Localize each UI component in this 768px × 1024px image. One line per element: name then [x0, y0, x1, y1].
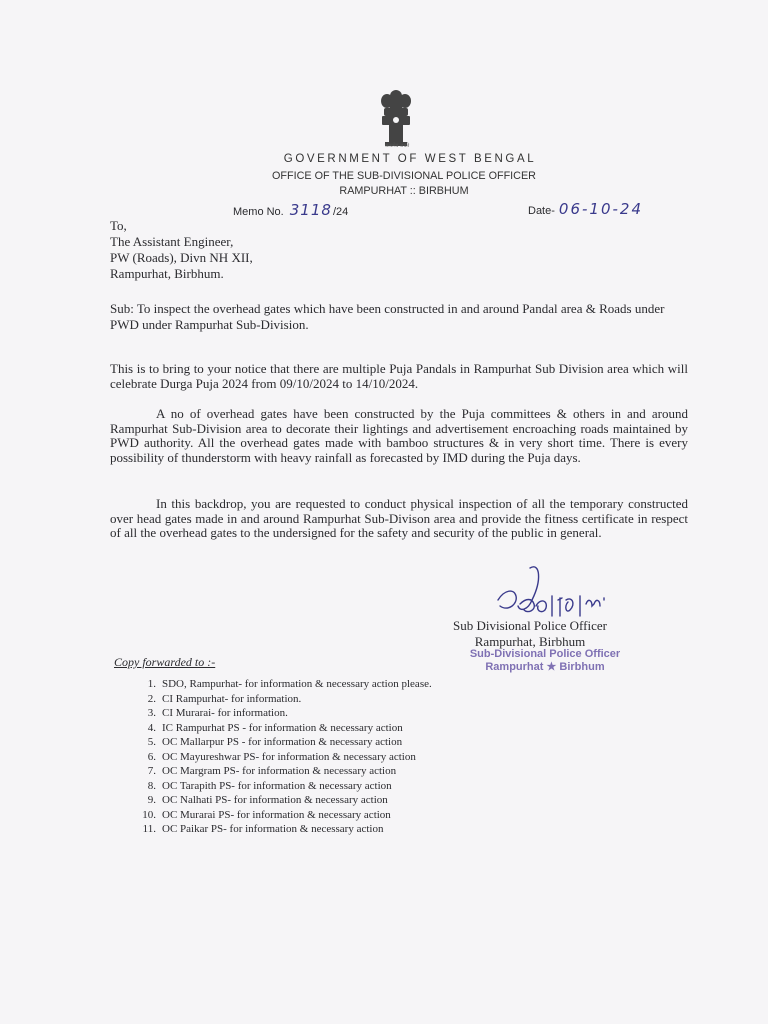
- subject-line: Sub: To inspect the overhead gates which have been constructed in and around Pandal area & Roads under PWD under Rampurhat Sub-Division.: [110, 301, 665, 332]
- handwritten-signature: [470, 560, 650, 620]
- list-item: 4. IC Rampurhat PS - for information & necessary action: [147, 721, 403, 734]
- signatory-designation: Sub Divisional Police Officer: [453, 618, 607, 633]
- office-location: RAMPURHAT :: BIRBHUM: [339, 185, 469, 197]
- list-item: 5. OC Mallarpur PS - for information & necessary action: [147, 736, 403, 748]
- memo-suffix: /24: [332, 206, 349, 218]
- date-label: Date-: [528, 205, 555, 217]
- stamp-line: Sub-Divisional Police Officer: [469, 648, 621, 660]
- signatory-place: Rampurhat, Birbhum: [474, 634, 586, 649]
- government-title: GOVERNMENT OF WEST BENGAL: [283, 153, 537, 165]
- official-stamp: [450, 648, 640, 674]
- signatory-block: [435, 618, 625, 650]
- list-item: 2. CI Rampurhat- for information.: [147, 692, 302, 705]
- list-item: 1. SDO, Rampurhat- for information & necessary action please.: [147, 678, 432, 690]
- body-paragraph: In this backdrop, you are requested to conduct physical inspection of all the temporary constructed over head gates made in and around Rampurhat Sub-Divison area and provide the fitness certificate in respect of all the overhead gates to the undersigned for the safety and security of the public in general.: [110, 496, 688, 541]
- list-item: 3. CI Murarai- for information.: [147, 707, 288, 719]
- list-item: 6. OC Mayureshwar PS- for information & necessary action: [147, 750, 416, 763]
- list-item: 7. OC Margram PS- for information & necessary action: [147, 765, 397, 777]
- list-item: 8. OC Tarapith PS- for information & necessary action: [147, 779, 392, 792]
- memo-label: Memo No.: [233, 206, 284, 218]
- office-title: OFFICE OF THE SUB-DIVISIONAL POLICE OFFICER: [272, 170, 536, 182]
- address-line: The Assistant Engineer,: [110, 234, 234, 249]
- date-handwritten: 06-10-24: [558, 200, 643, 218]
- stamp-line: Rampurhat ★ Birbhum: [485, 661, 605, 673]
- body-paragraph: A no of overhead gates have been constructed by the Puja committees & others in and around Rampurhat Sub-Division area to decorate their lightings and advertisement encroaching roads maintained by PWD authority. All the overhead gates made with bamboo structures & in very short time. There is every possibility of thunderstorm with heavy rainfall as forecasted by IMD during the Puja days.: [110, 406, 688, 465]
- list-item: 9. OC Nalhati PS- for information & necessary action: [147, 794, 388, 806]
- address-to: To,: [110, 218, 127, 233]
- address-line: PW (Roads), Divn NH XII,: [110, 250, 253, 265]
- letter-date: [528, 200, 643, 218]
- body-paragraph: This is to bring to your notice that there are multiple Puja Pandals in Rampurhat Sub Division area which will celebrate Durga Puja 2024 from 09/10/2024 to 14/10/2024.: [110, 361, 688, 391]
- memo-number: [233, 201, 348, 219]
- list-item: 11. OC Paikar PS- for information & necessary action: [142, 823, 384, 835]
- ashoka-emblem-icon: [376, 88, 416, 150]
- copy-forwarded-list: [112, 677, 432, 837]
- address-line: Rampurhat, Birbhum.: [110, 266, 224, 281]
- emblem-motto: सत्यमेव जयते: [384, 144, 410, 149]
- recipient-address: [110, 218, 253, 282]
- memo-number-handwritten: 3118: [289, 201, 332, 219]
- list-item: 10. OC Murarai PS- for information & necessary action: [142, 808, 391, 821]
- copy-forwarded-title: Copy forwarded to :-: [114, 655, 216, 669]
